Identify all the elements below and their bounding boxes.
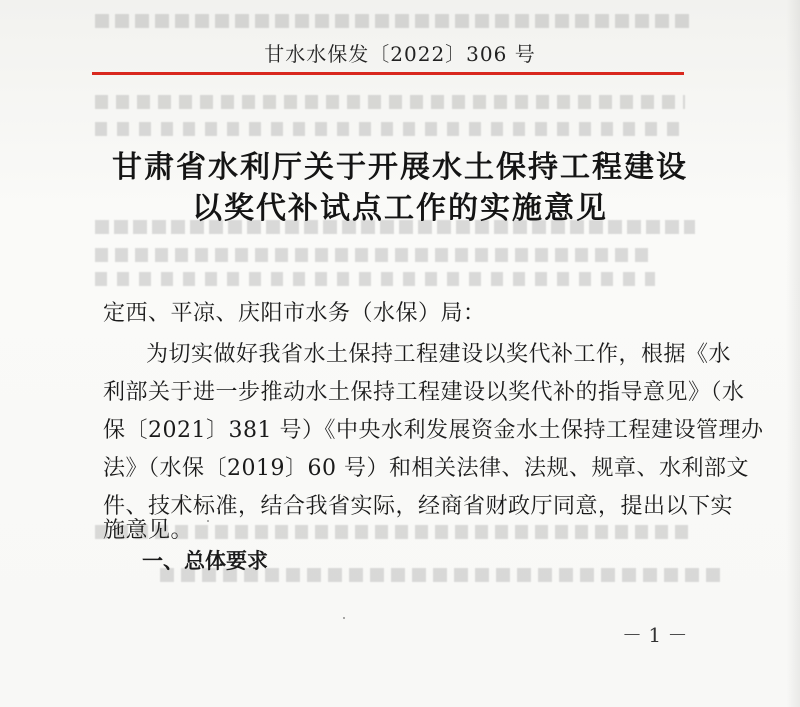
document-title-line-1: 甘肃省水利厅关于开展水土保持工程建设 (112, 150, 688, 185)
paragraph-line: 为切实做好我省水土保持工程建设以奖代补工作，根据《水 (146, 342, 732, 367)
section-heading: 一、总体要求 (142, 549, 268, 573)
page-number: － 1 － (622, 623, 688, 647)
document-title-line-2: 以奖代补试点工作的实施意见 (192, 191, 608, 226)
bleed-through-texture (95, 122, 685, 136)
bleed-through-texture (95, 95, 685, 109)
paragraph-line: 利部关于进一步推动水土保持工程建设以奖代补的指导意见》（水 (103, 380, 745, 405)
paragraph-line: 施意见。 (103, 518, 194, 543)
paragraph-line: 法》（水保〔2019〕60 号）和相关法律、法规、规章、水利部文 (103, 456, 749, 481)
document-number: 甘水水保发〔2022〕306 号 (264, 42, 536, 66)
scan-speck (207, 520, 209, 522)
bleed-through-texture (95, 272, 655, 286)
page-edge-shadow (786, 0, 800, 707)
bleed-through-texture (95, 14, 695, 28)
scan-speck (343, 617, 345, 619)
bleed-through-texture (95, 248, 655, 262)
addressee-line: 定西、平凉、庆阳市水务（水保）局： (103, 301, 486, 326)
paragraph-line: 件、技术标准，结合我省实际，经商省财政厅同意，提出以下实 (103, 494, 734, 519)
red-header-rule (92, 72, 684, 75)
paragraph-line: 保〔2021〕381 号）《中央水利发展资金水土保持工程建设管理办 (103, 418, 764, 443)
